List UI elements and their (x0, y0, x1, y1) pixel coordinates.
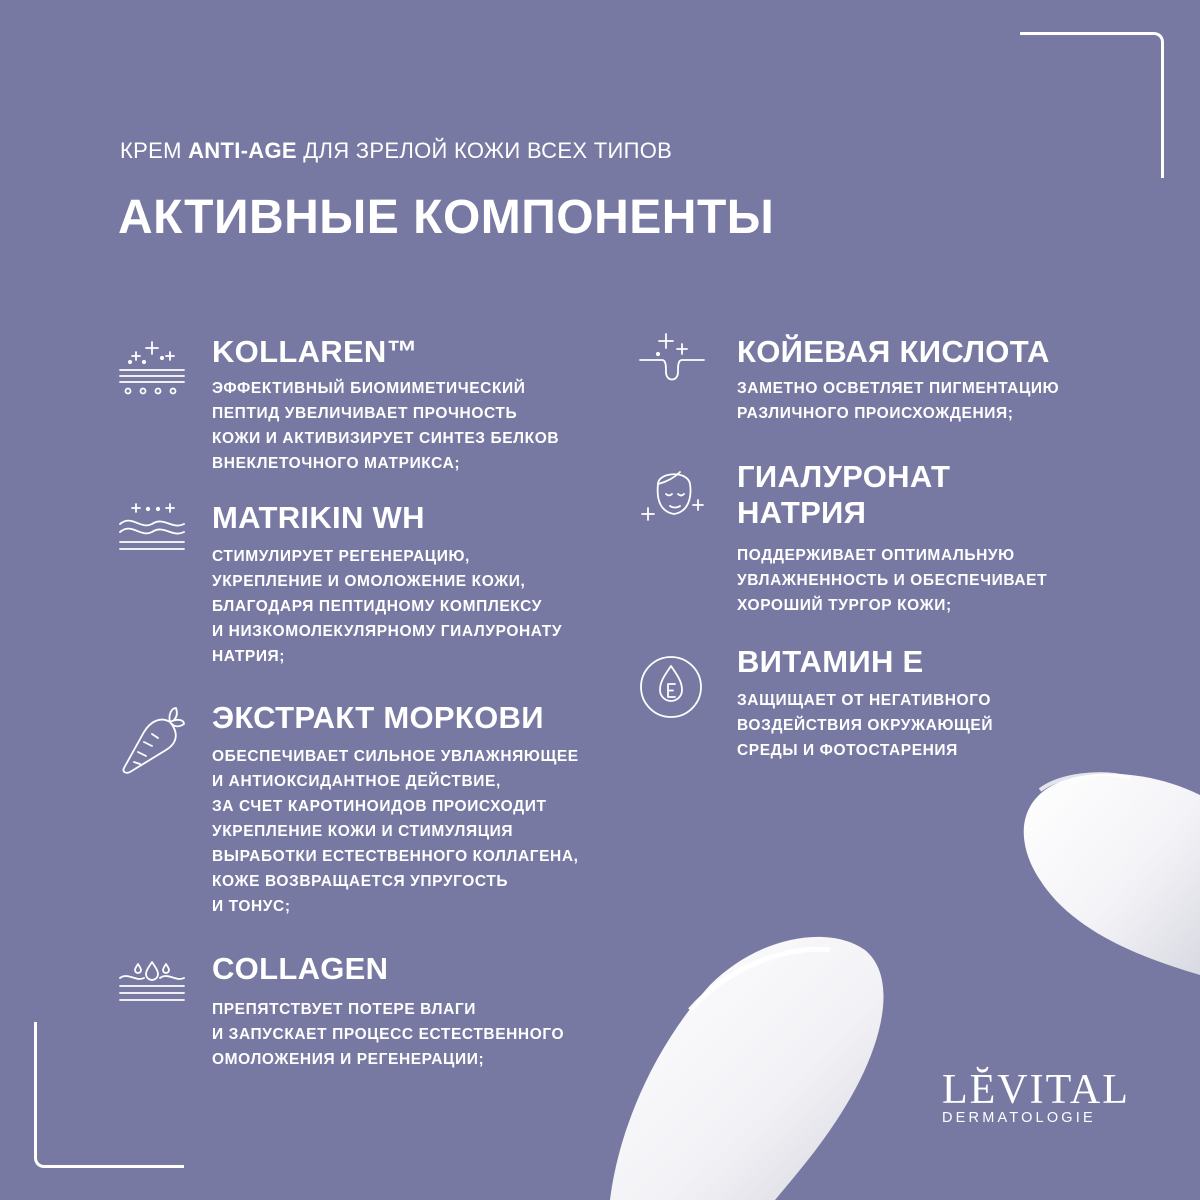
brand-logo (942, 1068, 1130, 1126)
page-title: АКТИВНЫЕ КОМПОНЕНТЫ (118, 191, 775, 244)
ingredient-description: ОБЕСПЕЧИВАЕТ СИЛЬНОЕ УВЛАЖНЯЮЩЕЕ И АНТИОКСИДАНТНОЕ ДЕЙСТВИЕ, ЗА СЧЕТ КАРОТИНОИДОВ ПРОИСХОДИТ УКРЕПЛЕНИЕ КОЖИ И СТИМУЛЯЦИЯ ВЫРАБОТКИ ЕСТЕСТВЕННОГО КОЛЛАГЕНА, КОЖЕ ВОЗВРАЩАЕТСЯ УПРУГОСТЬ И ТОНУС; (212, 748, 579, 915)
ingredient-description: СТИМУЛИРУЕТ РЕГЕНЕРАЦИЮ, УКРЕПЛЕНИЕ И ОМОЛОЖЕНИЕ КОЖИ, БЛАГОДАРЯ ПЕПТИДНОМУ КОМПЛЕКСУ И НИЗКОМОЛЕКУЛЯРНОМУ ГИАЛУРОНАТУ НАТРИЯ; (212, 548, 563, 665)
brand-subline: DERMATOLOGIE (942, 1110, 1096, 1126)
brand-name: LĔVITAL (942, 1067, 1130, 1113)
ingredient-kojic-acid (737, 334, 1157, 426)
ingredient-matrikin (212, 500, 612, 669)
ingredient-collagen (212, 951, 612, 1072)
subtitle-suffix: ДЛЯ ЗРЕЛОЙ КОЖИ ВСЕХ ТИПОВ (296, 138, 673, 163)
carrot-icon (120, 706, 186, 776)
subtitle-bold: ANTI-AGE (188, 138, 297, 163)
ingredient-carrot-extract (212, 700, 622, 919)
ingredient-title: ЭКСТРАКТ МОРКОВИ (212, 700, 544, 735)
ingredient-title: КОЙЕВАЯ КИСЛОТА (737, 334, 1050, 369)
ingredient-sodium-hyaluronate (737, 459, 1157, 618)
ingredient-title: COLLAGEN (212, 951, 389, 986)
ingredient-title: KOLLAREN™ (212, 334, 418, 369)
ingredient-title: ГИАЛУРОНАТ НАТРИЯ (737, 459, 951, 530)
subtitle-prefix: КРЕМ (120, 138, 189, 163)
ingredient-description: ПОДДЕРЖИВАЕТ ОПТИМАЛЬНУЮ УВЛАЖНЕННОСТЬ И ОБЕСПЕЧИВАЕТ ХОРОШИЙ ТУРГОР КОЖИ; (737, 547, 1048, 614)
skin-wave-icon (118, 502, 186, 554)
ingredient-description: ЭФФЕКТИВНЫЙ БИОМИМЕТИЧЕСКИЙ ПЕПТИД УВЕЛИЧИВАЕТ ПРОЧНОСТЬ КОЖИ И АКТИВИЗИРУЕТ СИНТЕЗ БЕЛКОВ ВНЕКЛЕТОЧНОГО МАТРИКСА; (212, 380, 560, 472)
ingredient-description: ЗАЩИЩАЕТ ОТ НЕГАТИВНОГО ВОЗДЕЙСТВИЯ ОКРУЖАЮЩЕЙ СРЕДЫ И ФОТОСТАРЕНИЯ (737, 692, 994, 759)
pore-sparkle-icon (638, 332, 706, 394)
face-sparkle-icon (640, 464, 706, 530)
ingredient-title: ВИТАМИН Е (737, 644, 924, 679)
ingredient-vitamin-e (737, 644, 1157, 763)
ingredient-description: ПРЕПЯТСТВУЕТ ПОТЕРЕ ВЛАГИ И ЗАПУСКАЕТ ПРОЦЕСС ЕСТЕСТВЕННОГО ОМОЛОЖЕНИЯ И РЕГЕНЕРАЦИИ; (212, 1001, 565, 1068)
ingredient-title: MATRIKIN WH (212, 500, 425, 535)
ingredient-description: ЗАМЕТНО ОСВЕТЛЯЕТ ПИГМЕНТАЦИЮ РАЗЛИЧНОГО ПРОИСХОЖДЕНИЯ; (737, 380, 1060, 422)
sparkle-dots-icon (118, 336, 186, 400)
vitamin-e-drop-icon (638, 654, 704, 720)
skin-drops-icon (118, 958, 186, 1006)
ingredient-kollaren (212, 334, 612, 476)
